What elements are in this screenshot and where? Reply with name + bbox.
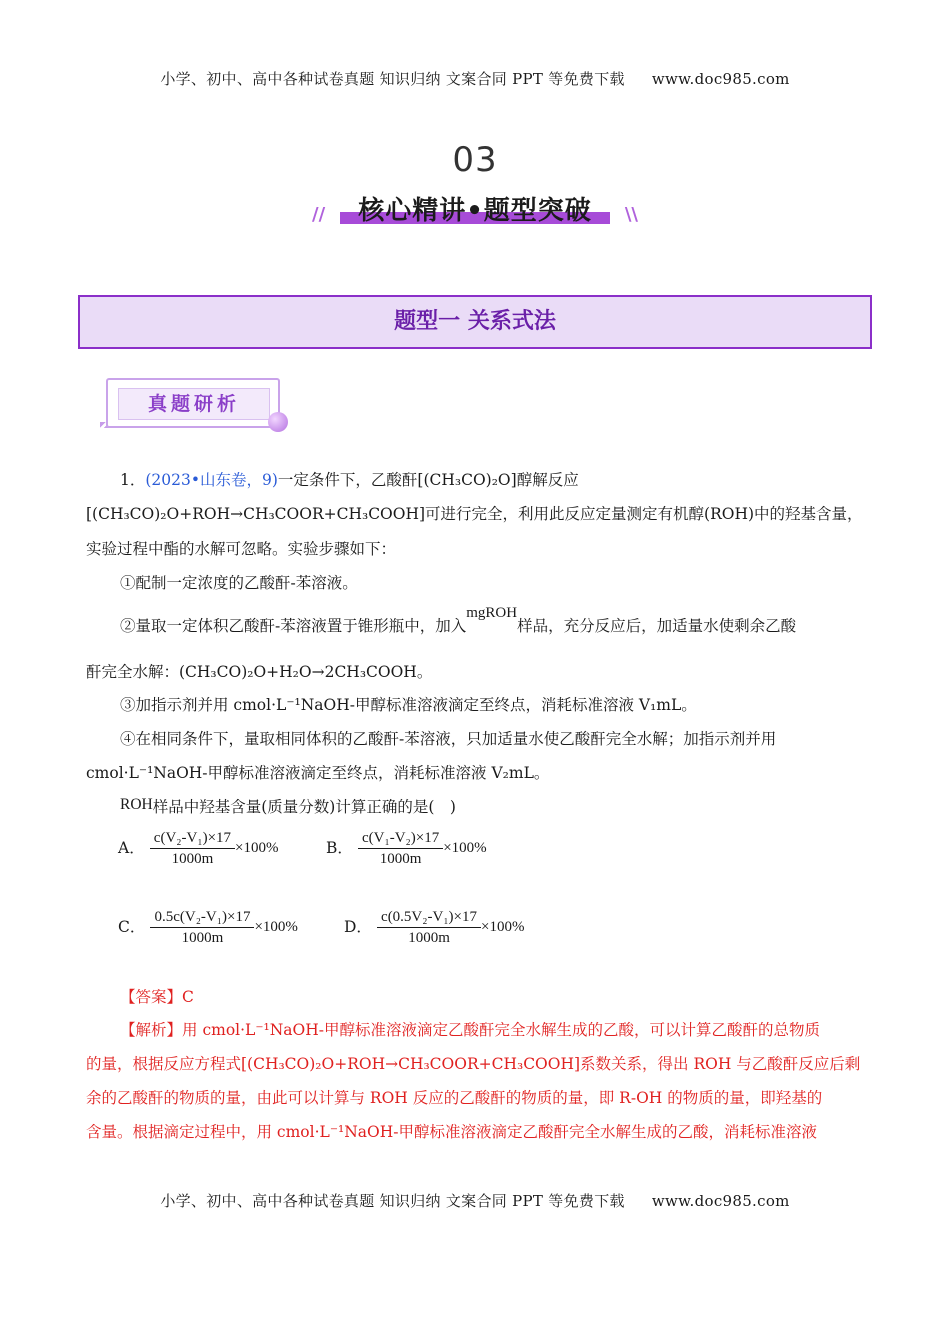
step-2-text-a: ②量取一定体积乙酸酐-苯溶液置于锥形瓶中，加入: [120, 617, 467, 635]
right-slash-decoration: \\: [624, 204, 638, 225]
option-c[interactable]: [118, 907, 298, 948]
analysis-line-3: 余的乙酸酐的物质的量，由此可以计算与 ROH 反应的乙酸酐的物质的量，即 R-OH 的物质的量，即羟基的: [86, 1089, 823, 1107]
option-a-denominator: 1000m: [171, 851, 214, 867]
option-b-fraction: [358, 828, 443, 869]
option-b[interactable]: [326, 828, 487, 869]
option-d[interactable]: [344, 907, 524, 948]
question-stem-1: 一定条件下，乙酸酐[(CH₃CO)₂O]醇解反应: [277, 471, 579, 489]
question-ask: [120, 795, 880, 820]
section-number: 03: [452, 140, 498, 180]
step-2-sample: mgROH: [466, 605, 518, 621]
step-2-text-b: 样品，充分反应后，加适量水使剩余乙酸: [517, 617, 797, 635]
option-c-label: C．: [118, 918, 146, 936]
option-d-tail: ×100%: [481, 919, 525, 935]
answer-value: C: [182, 988, 194, 1006]
option-d-fraction: [377, 907, 481, 948]
question-number: 1．: [120, 471, 146, 489]
planet-icon: [268, 412, 288, 432]
option-b-label: B．: [326, 839, 353, 857]
answer: [120, 985, 194, 1009]
tag-label: 真题研析: [118, 388, 270, 420]
step-4: ④在相同条件下，量取相同体积的乙酸酐-苯溶液，只加适量水使乙酸酐完全水解；加指示剂并用: [120, 730, 777, 748]
section-banner: [312, 190, 638, 230]
question-line-1: [120, 468, 880, 492]
option-a-fraction: [150, 828, 235, 869]
header-text: 小学、初中、高中各种试卷真题 知识归纳 文案合同 PPT 等免费下载: [160, 70, 625, 88]
option-b-tail: ×100%: [443, 840, 487, 856]
ask-roh: ROH: [120, 796, 153, 813]
analysis-label: 【解析】: [120, 1021, 183, 1039]
footer-text: 小学、初中、高中各种试卷真题 知识归纳 文案合同 PPT 等免费下载: [160, 1192, 625, 1210]
analysis-line-2: 的量，根据反应方程式[(CH₃CO)₂O+ROH→CH₃COOR+CH₃COOH]系数关系，得出 ROH 与乙酸酐反应后剩: [86, 1055, 861, 1073]
question-source: (2023•山东卷，9): [145, 471, 278, 489]
step-1: ①配制一定浓度的乙酸酐-苯溶液。: [120, 574, 358, 592]
step-4-continued: cmol·L⁻¹NaOH-甲醇标准溶液滴定至终点，消耗标准溶液 V₂mL。: [86, 764, 550, 782]
option-a-numerator: c(V₂-V₁)×17: [150, 828, 235, 849]
type-title: 题型一 关系式法: [78, 295, 872, 349]
step-2-continued: 酐完全水解：(CH₃CO)₂O+H₂O→2CH₃COOH。: [86, 663, 433, 681]
tag-frame: [106, 378, 280, 428]
analysis-line-1: [120, 1018, 880, 1042]
option-c-fraction: [150, 907, 254, 948]
analysis-line-4: 含量。根据滴定过程中，用 cmol·L⁻¹NaOH-甲醇标准溶液滴定乙酸酐完全水解生成的乙酸，消耗标准溶液: [86, 1123, 817, 1141]
option-b-numerator: c(V₁-V₂)×17: [358, 828, 443, 849]
option-a-label: A．: [118, 839, 145, 857]
option-c-tail: ×100%: [254, 919, 298, 935]
option-a[interactable]: [118, 828, 279, 869]
left-slash-decoration: //: [312, 204, 326, 225]
option-b-denominator: 1000m: [379, 851, 422, 867]
option-d-label: D．: [344, 918, 372, 936]
step-2: [120, 605, 880, 639]
option-c-numerator: 0.5c(V₂-V₁)×17: [150, 907, 254, 928]
section-tag: [100, 372, 282, 430]
analysis-text-1: 用 cmol·L⁻¹NaOH-甲醇标准溶液滴定乙酸酐完全水解生成的乙酸，可以计算乙酸酐的总物质: [182, 1021, 820, 1039]
answer-label: 【答案】: [120, 988, 183, 1006]
option-a-tail: ×100%: [235, 840, 279, 856]
header-site[interactable]: www.doc985.com: [651, 70, 790, 88]
step-3: ③加指示剂并用 cmol·L⁻¹NaOH-甲醇标准溶液滴定至终点，消耗标准溶液 V₁mL。: [120, 696, 697, 714]
option-d-numerator: c(0.5V₂-V₁)×17: [377, 907, 481, 928]
page-footer: [0, 1190, 950, 1211]
footer-site[interactable]: www.doc985.com: [651, 1192, 790, 1210]
question-line-3: 实验过程中酯的水解可忽略。实验步骤如下：: [86, 540, 397, 558]
section-title: 核心精讲•题型突破: [358, 196, 592, 226]
page-header: [0, 68, 950, 89]
option-d-denominator: 1000m: [408, 930, 450, 946]
ask-text: 样品中羟基含量(质量分数)计算正确的是( ): [152, 798, 456, 816]
question-line-2: [(CH₃CO)₂O+ROH→CH₃COOR+CH₃COOH]可进行完全，利用此反应定量测定有机醇(ROH)中的羟基含量，: [86, 505, 863, 523]
option-c-denominator: 1000m: [181, 930, 224, 946]
